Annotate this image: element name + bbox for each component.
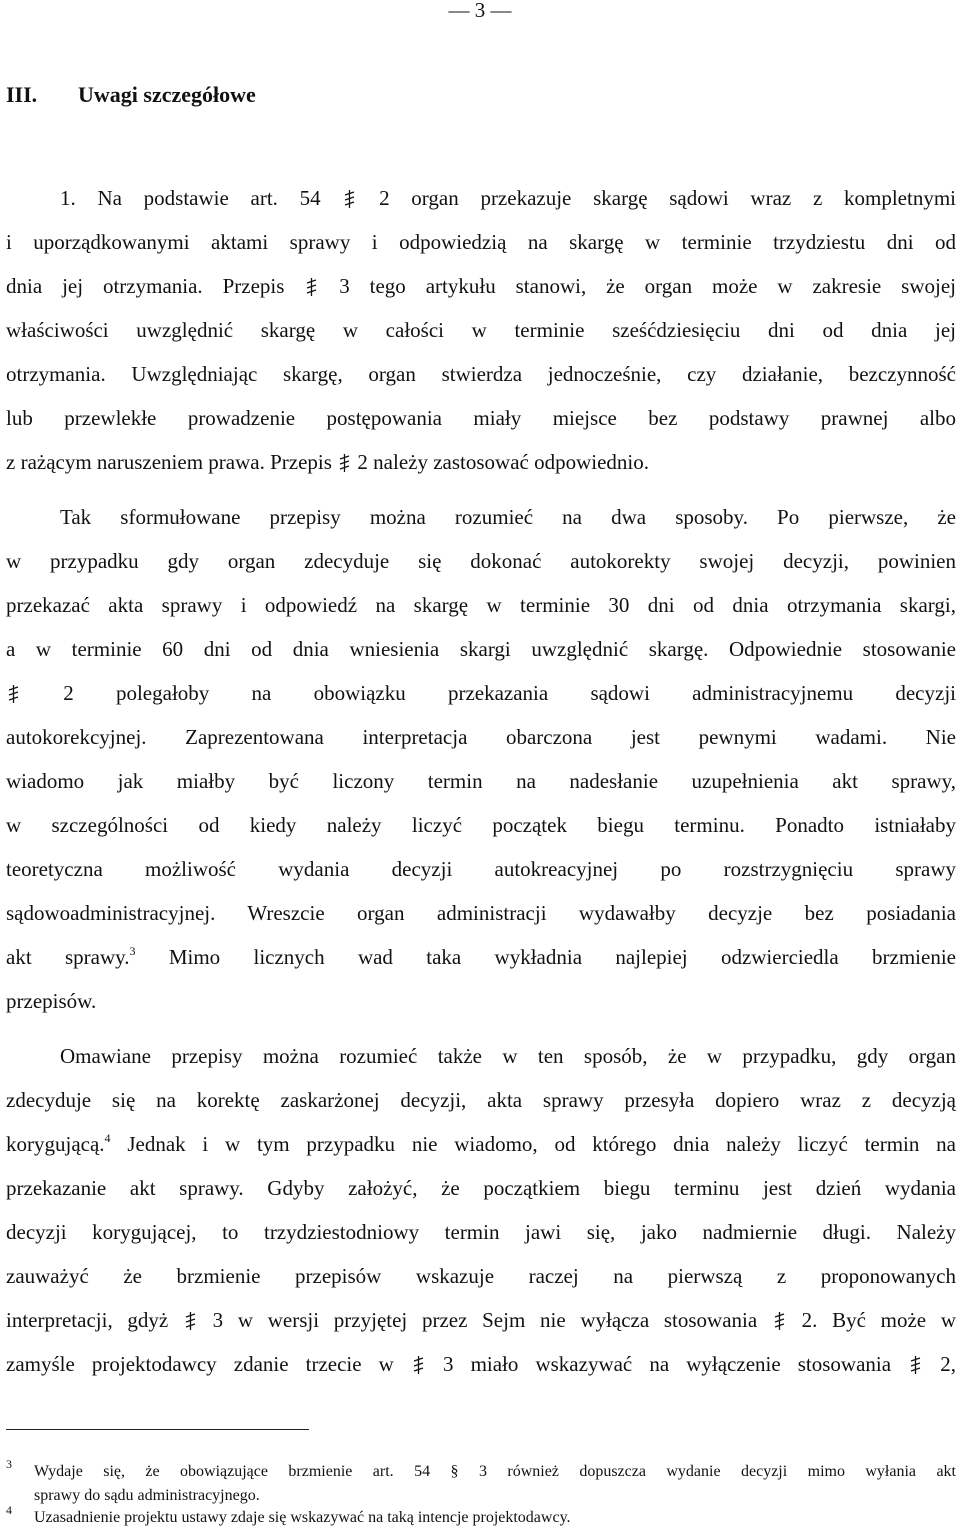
text-line (6, 502, 956, 532)
footnote-number: 3 (6, 1457, 12, 1471)
text-line (6, 634, 956, 664)
text-run: 2, (923, 1352, 956, 1376)
text-line (6, 1217, 956, 1247)
section-title: Uwagi szczegółowe (78, 82, 256, 107)
text-line (6, 271, 956, 301)
page-number: — 3 — (448, 0, 512, 22)
text-run: zamyśle projektodawcy zdanie trzecie w (6, 1352, 411, 1376)
text-run: zdecyduje się na korektę zaskarżonej decyzji, akta sprawy przesyła dopiero wraz z decyzją (6, 1088, 956, 1112)
text-line (6, 942, 956, 972)
text-line (6, 359, 956, 389)
text-line (6, 1349, 956, 1379)
text-run: 2 polegałoby na obowiązku przekazania sądowi administracyjnemu decyzji (21, 681, 956, 705)
text-line (6, 1173, 956, 1203)
text-run: z rażącym naruszeniem prawa. Przepis (6, 450, 338, 474)
text-line (6, 722, 956, 752)
text-run: Tak sformułowane przepisy można rozumieć na dwa sposoby. Po pierwsze, że (60, 505, 956, 529)
text-line (6, 1305, 956, 1335)
text-run: interpretacji, gdyż (6, 1308, 183, 1332)
text-line (6, 766, 956, 796)
text-run: sądowoadministracyjnej. Wreszcie organ administracji wydawałby decyzje bez posiadania (6, 901, 956, 925)
text-line (6, 678, 956, 708)
text-run: 3 tego artykułu stanowi, że organ może w zakresie swojej (319, 274, 956, 298)
text-run: dnia jej otrzymania. Przepis (6, 274, 305, 298)
text-line (6, 854, 956, 884)
text-line (6, 590, 956, 620)
text-line (6, 986, 956, 1016)
text-run: w przypadku gdy organ zdecyduje się dokonać autokorekty swojej decyzji, powinien (6, 549, 956, 573)
text-run: wiadomo jak miałby być liczony termin na nadesłanie uzupełnienia akt sprawy, (6, 769, 956, 793)
footnote-text: Uzasadnienie projektu ustawy zdaje się wskazywać na taką intencje projektodawcy. (34, 1509, 571, 1526)
footnote-reference: 4 (104, 1131, 111, 1145)
text-line (6, 1261, 956, 1291)
section-sign-icon (8, 684, 19, 704)
section-sign-icon (910, 1355, 921, 1375)
text-run: teoretyczna możliwość wydania decyzji autokreacyjnej po rozstrzygnięciu sprawy (6, 857, 956, 881)
text-line (6, 183, 956, 213)
text-run: korygującą. (6, 1132, 105, 1156)
footnote-text: sprawy do sądu administracyjnego. (34, 1487, 260, 1504)
text-line (6, 447, 956, 477)
text-run: 1. Na podstawie art. 54 (60, 186, 343, 210)
text-run: Jednak i w tym przypadku nie wiadomo, od którego dnia należy liczyć termin na (110, 1132, 956, 1156)
text-line (6, 898, 956, 928)
section-sign-icon (774, 1311, 785, 1331)
text-run: 2 należy zastosować odpowiednio. (352, 450, 650, 474)
text-run: przepisów. (6, 989, 97, 1013)
text-run: a w terminie 60 dni od dnia wniesienia skargi uwzględnić skargę. Odpowiednie stosowanie (6, 637, 956, 661)
text-run: autokorekcyjnej. Zaprezentowana interpretacja obarczona jest pewnymi wadami. Nie (6, 725, 956, 749)
section-sign-icon (185, 1311, 196, 1331)
text-line (6, 1041, 956, 1071)
text-line (6, 810, 956, 840)
text-run: decyzji korygującej, to trzydziestodniowy termin jawi się, jako nadmiernie długi. Należy (6, 1220, 956, 1244)
footnote-reference: 3 (129, 944, 136, 958)
section-sign-icon (344, 189, 355, 209)
text-run: Omawiane przepisy można rozumieć także w ten sposób, że w przypadku, gdy organ (60, 1044, 956, 1068)
text-run: 3 w wersji przyjętej przez Sejm nie wyłącza stosowania (197, 1308, 772, 1332)
section-number: III. (6, 82, 38, 107)
text-run: 3 miało wskazywać na wyłączenie stosowania (425, 1352, 909, 1376)
text-run: 2 organ przekazuje skargę sądowi wraz z kompletnymi (357, 186, 956, 210)
text-run: i uporządkowanymi aktami sprawy i odpowiedzią na skargę w terminie trzydziestu dni od (6, 230, 956, 254)
text-line (6, 403, 956, 433)
text-line (6, 227, 956, 257)
text-line (6, 315, 956, 345)
section-sign-icon (413, 1355, 424, 1375)
text-line (6, 1085, 956, 1115)
text-run: lub przewlekłe prowadzenie postępowania miały miejsce bez podstawy prawnej albo (6, 406, 956, 430)
text-run: akt sprawy. (6, 945, 130, 969)
text-run: otrzymania. Uwzględniając skargę, organ stwierdza jednocześnie, czy działanie, bezczynność (6, 362, 956, 386)
section-sign-icon (306, 277, 317, 297)
text-run: przekazanie akt sprawy. Gdyby założyć, że początkiem biegu terminu jest dzień wydania (6, 1176, 956, 1200)
text-run: przekazać akta sprawy i odpowiedź na skargę w terminie 30 dni od dnia otrzymania skargi, (6, 593, 956, 617)
text-run: w szczególności od kiedy należy liczyć początek biegu terminu. Ponadto istniałaby (6, 813, 956, 837)
text-line (6, 1129, 956, 1159)
footnote-separator (6, 1429, 309, 1430)
text-line (6, 546, 956, 576)
text-run: zauważyć że brzmienie przepisów wskazuje raczej na pierwszą z proponowanych (6, 1264, 956, 1288)
text-run: właściwości uwzględnić skargę w całości w terminie sześćdziesięciu dni od dnia jej (6, 318, 956, 342)
text-run: Mimo licznych wad taka wykładnia najlepiej odzwierciedla brzmienie (135, 945, 956, 969)
text-run: 2. Być może w (786, 1308, 956, 1332)
footnote-text: Wydaje się, że obowiązujące brzmienie art. 54 § 3 również dopuszcza wydanie decyzji mimo wyłania akt (34, 1463, 956, 1480)
footnote-number: 4 (6, 1503, 12, 1517)
section-sign-icon (339, 453, 350, 473)
section-heading (6, 82, 256, 108)
